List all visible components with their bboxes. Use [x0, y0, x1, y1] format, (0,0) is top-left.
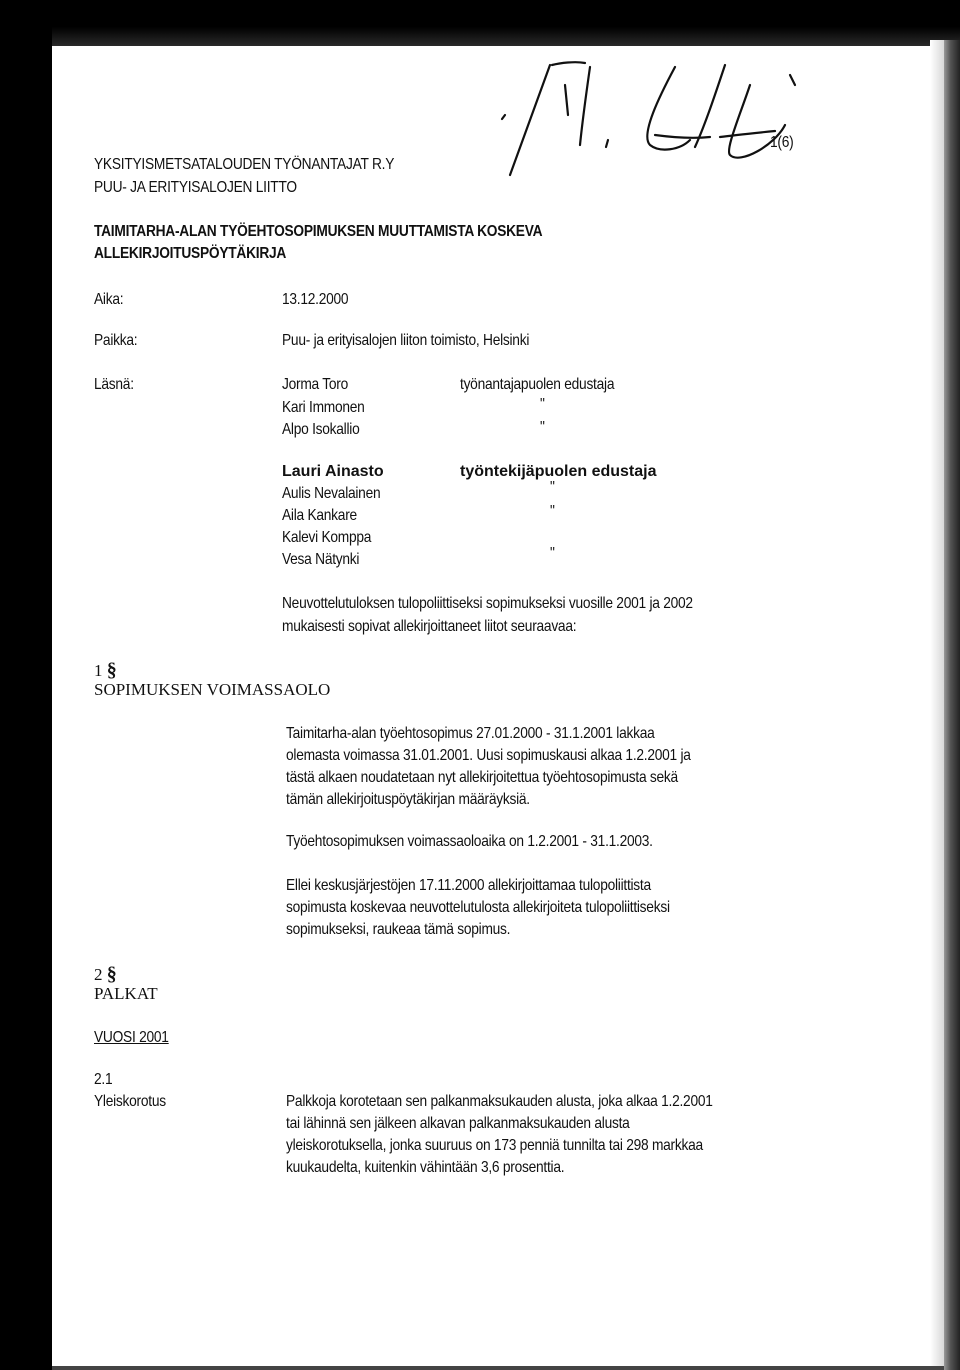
section-sign: §: [106, 659, 117, 681]
document-title-line2: ALLEKIRJOITUSPÖYTÄKIRJA: [94, 245, 287, 262]
ditto-mark: ": [550, 479, 555, 496]
ditto-mark: ": [550, 503, 555, 520]
aika-label: Aika:: [94, 291, 124, 308]
section2-item-label: Yleiskorotus: [94, 1093, 166, 1110]
scan-border-top-shadow: [52, 14, 960, 46]
section2-item-text-line3: yleiskorotuksella, jonka suuruus on 173 penniä tunnilta tai 298 markkaa: [286, 1137, 703, 1154]
handwritten-signature: [490, 55, 830, 185]
attendee-name: Kalevi Komppa: [282, 529, 372, 546]
attendee-name: Lauri Ainasto: [282, 463, 384, 480]
paikka-label: Paikka:: [94, 332, 138, 349]
ditto-mark: ": [550, 545, 555, 562]
section2-item-text-line1: Palkkoja korotetaan sen palkanmaksukauden alusta, joka alkaa 1.2.2001: [286, 1093, 713, 1110]
scan-border-left: [0, 0, 52, 1370]
section1-p3-line2: sopimusta koskevaa neuvottelutulosta allekirjoiteta tulopoliittiseksi: [286, 899, 670, 916]
section1-title: SOPIMUKSEN VOIMASSAOLO: [94, 680, 331, 699]
scan-border-right-shade: [930, 40, 944, 1370]
attendee-name: Aila Kankare: [282, 507, 357, 524]
section2-subheading: VUOSI 2001: [94, 1029, 169, 1046]
ditto-mark: ": [540, 396, 545, 413]
attendee-name: Jorma Toro: [282, 376, 349, 393]
section2-item-text-line4: kuukaudelta, kuitenkin vähintään 3,6 prosenttia.: [286, 1159, 565, 1176]
attendee-role: työntekijäpuolen edustaja: [460, 463, 657, 480]
org-name-line1: YKSITYISMETSATALOUDEN TYÖNANTAJAT R.Y: [94, 156, 395, 173]
section1-p1-line3: tästä alkaen noudatetaan nyt allekirjoitettua työehtosopimusta sekä: [286, 769, 678, 786]
scan-border-right: [944, 40, 960, 1370]
section1-p2: Työehtosopimuksen voimassaoloaika on 1.2.2001 - 31.1.2003.: [286, 833, 653, 850]
section-number: 2: [94, 965, 103, 984]
lasna-label: Läsnä:: [94, 376, 134, 393]
section1-p3-line1: Ellei keskusjärjestöjen 17.11.2000 allekirjoittamaa tulopoliittista: [286, 877, 651, 894]
section2-item-number: 2.1: [94, 1071, 113, 1088]
scan-border-top: [0, 0, 960, 14]
aika-value: 13.12.2000: [282, 291, 349, 308]
section2-title: PALKAT: [94, 984, 158, 1003]
org-name-line2: PUU- JA ERITYISALOJEN LIITTO: [94, 179, 297, 196]
section1-p1-line2: olemasta voimassa 31.01.2001. Uusi sopimuskausi alkaa 1.2.2001 ja: [286, 747, 691, 764]
section1-p1-line1: Taimitarha-alan työehtosopimus 27.01.2000 - 31.1.2001 lakkaa: [286, 725, 655, 742]
intro-line1: Neuvottelutuloksen tulopoliittiseksi sopimukseksi vuosille 2001 ja 2002: [282, 595, 693, 612]
section-sign: §: [106, 963, 117, 985]
section2-item-text-line2: tai lähinnä sen jälkeen alkavan palkanmaksukauden alusta: [286, 1115, 630, 1132]
scan-border-bottom: [52, 1366, 944, 1370]
attendee-name: Alpo Isokallio: [282, 421, 360, 438]
section-number: 1: [94, 661, 103, 680]
section1-p3-line3: sopimukseksi, raukeaa tämä sopimus.: [286, 921, 511, 938]
section2-heading: [94, 964, 117, 985]
document-title-line1: TAIMITARHA-ALAN TYÖEHTOSOPIMUKSEN MUUTTAMISTA KOSKEVA: [94, 223, 543, 240]
attendee-name: Vesa Nätynki: [282, 551, 360, 568]
page-number: 1(6): [770, 134, 794, 151]
section1-p1-line4: tämän allekirjoituspöytäkirjan määräyksiä.: [286, 791, 530, 808]
attendee-name: Aulis Nevalainen: [282, 485, 381, 502]
section1-heading: [94, 660, 117, 681]
paikka-value: Puu- ja erityisalojen liiton toimisto, Helsinki: [282, 332, 530, 349]
attendee-role: työnantajapuolen edustaja: [460, 376, 615, 393]
ditto-mark: ": [540, 419, 545, 436]
attendee-name: Kari Immonen: [282, 399, 365, 416]
intro-line2: mukaisesti sopivat allekirjoittaneet liitot seuraavaa:: [282, 618, 577, 635]
